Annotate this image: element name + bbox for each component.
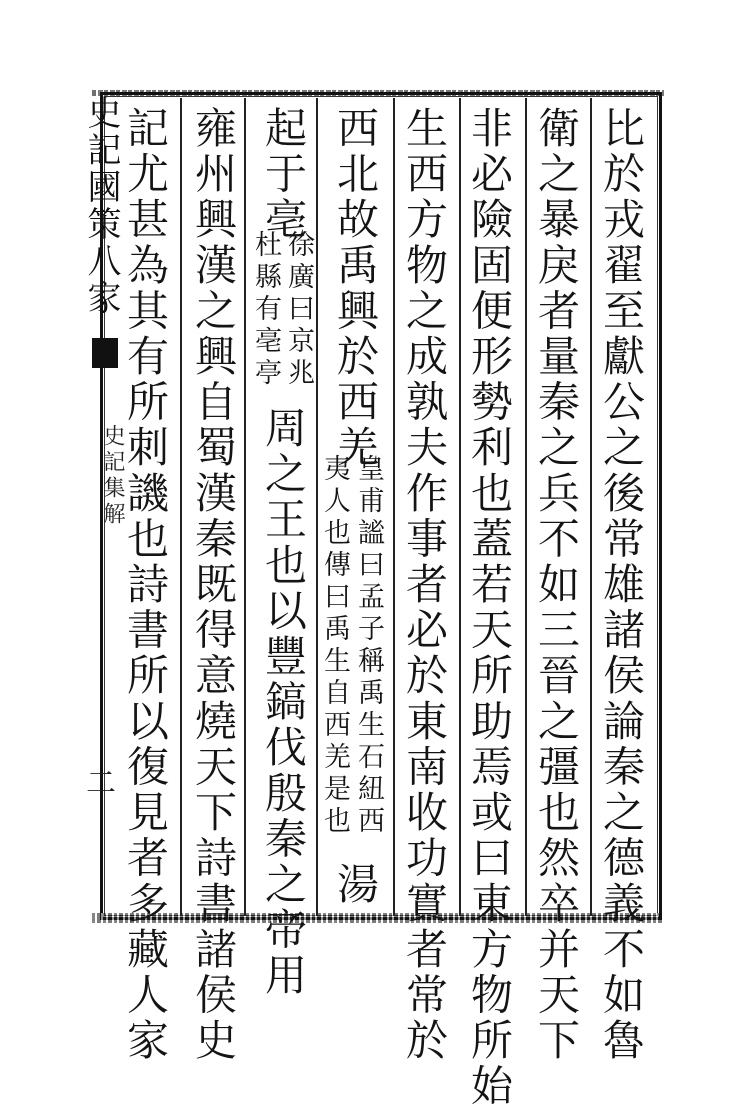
column-divider [590, 98, 592, 916]
column-divider [525, 98, 527, 916]
text-column-4: 生西方物之成孰夫作事者必於東南收功實者常於 [400, 106, 449, 1064]
annotation-6-right: 徐廣曰京兆 [283, 230, 314, 390]
text-column-6-head: 起于亳 [259, 106, 308, 243]
text-column-5-tail: 湯 [331, 862, 380, 908]
text-column-5-head: 西北故禹興於西羌 [331, 106, 380, 471]
column-divider [393, 98, 395, 916]
column-divider [244, 98, 246, 916]
fold-subtitle: 史記集解 [100, 424, 125, 528]
text-column-3: 非必險固便形勢利也蓋若天所助焉或曰東方物所始 [465, 106, 514, 1109]
annotation-5-right: 皇甫謐曰孟子稱禹生石紐西 [353, 454, 384, 838]
column-divider [180, 98, 182, 916]
text-column-2: 衛之暴戾者量秦之兵不如三晉之彊也然卒并天下 [532, 106, 581, 1064]
text-column-6-tail: 周之王也以豐鎬伐殷秦之帝用 [259, 406, 308, 999]
annotation-6-left: 杜縣有亳亭 [250, 230, 281, 390]
fold-title: 史記國策八家 [81, 95, 121, 317]
text-column-7: 雍州興漢之興自蜀漢秦既得意燒天下詩書諸侯史 [189, 106, 238, 1064]
fold-page-number: 二 [86, 766, 116, 801]
column-divider [316, 98, 318, 916]
fold-black-mark [92, 338, 118, 368]
text-column-8: 記尤甚為其有所刺譏也詩書所以復見者多藏人家 [121, 106, 170, 1064]
annotation-5-left: 夷人也傳曰禹生自西羌是也 [319, 454, 350, 838]
text-column-1: 比於戎翟至獻公之後常雄諸侯論秦之德義不如魯 [597, 106, 646, 1064]
column-divider [459, 98, 461, 916]
